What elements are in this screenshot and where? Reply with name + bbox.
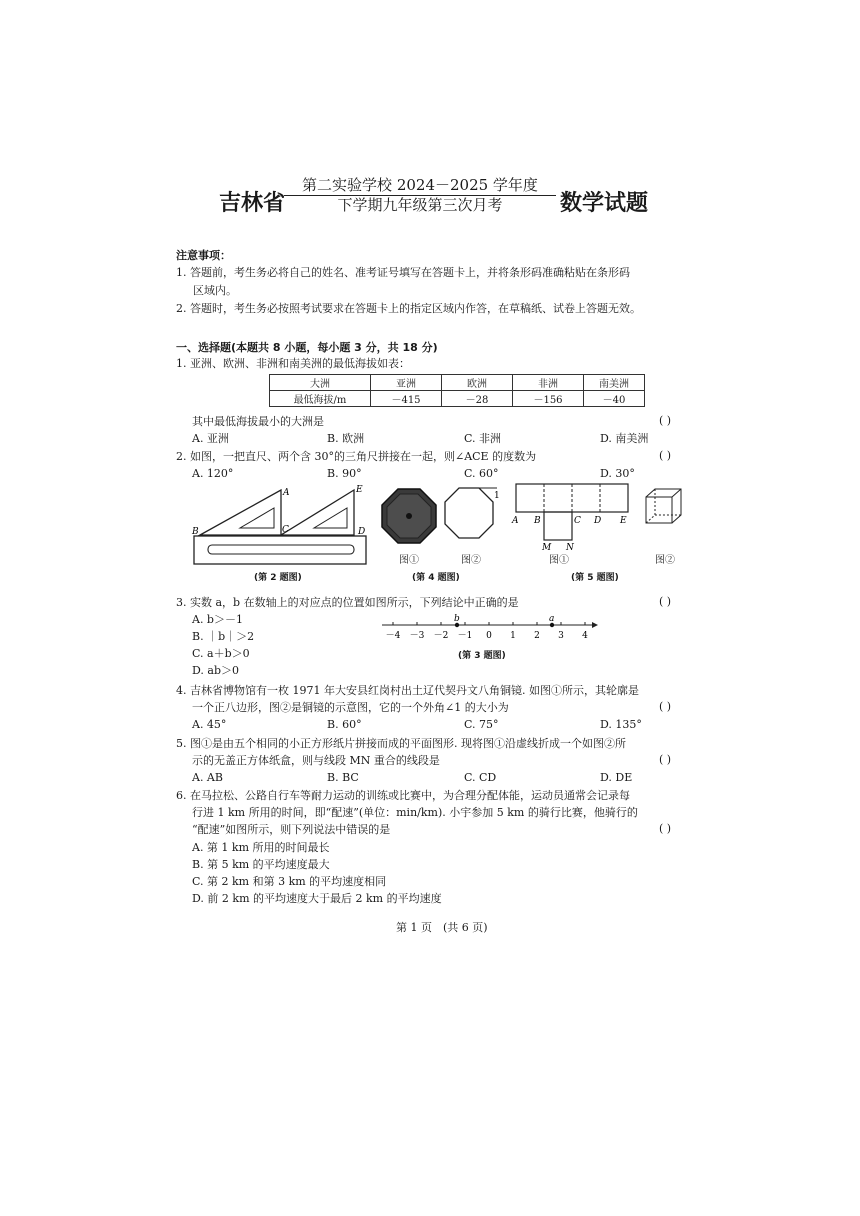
q3-option-a: A. b＞－1 — [192, 613, 243, 626]
axis-tick-label: －4 — [385, 631, 401, 641]
notes-item-2: 2. 答题时，考生务必按照考试要求在答题卡上的指定区域内作答，在草稿纸、试卷上答题无效。 — [176, 302, 641, 315]
table-row — [270, 391, 645, 407]
q6-option-d: D. 前 2 km 的平均速度大于最后 2 km 的平均速度 — [192, 892, 442, 905]
q3-option-b: B. ｜b｜＞2 — [192, 630, 255, 643]
label-m: M — [542, 543, 552, 552]
label-e: E — [356, 485, 363, 495]
q1-answer-paren: ( ) — [659, 414, 672, 427]
point-a-label: a — [549, 614, 555, 624]
label-a: A — [512, 516, 519, 526]
q4-option-a: A. 45° — [192, 718, 227, 731]
title-province: 吉林省 — [219, 191, 286, 216]
q5-line2: 示的无盖正方体纸盒，则与线段 MN 重合的线段是 — [192, 754, 440, 767]
title-school-block — [284, 176, 556, 215]
q3-option-c: C. a＋b＞0 — [192, 647, 250, 660]
label-angle-1: 1 — [494, 491, 500, 501]
q5-line1: 5. 图①是由五个相同的小正方形纸片拼接而成的平面图形. 现将图①沿虚线折成一个如图②所 — [176, 737, 626, 750]
q1-option-b: B. 欧洲 — [327, 432, 365, 445]
q5-option-d: D. DE — [600, 771, 633, 784]
fig3-caption: (第 3 题图) — [458, 651, 506, 661]
table-cell: 欧洲 — [442, 375, 513, 391]
axis-tick-label: －1 — [457, 631, 473, 641]
label-e: E — [620, 516, 627, 526]
q5-answer-paren: ( ) — [659, 753, 672, 766]
q4-option-c: C. 75° — [464, 718, 499, 731]
point-b-label: b — [454, 614, 460, 624]
table-cell: 亚洲 — [371, 375, 442, 391]
q3-answer-paren: ( ) — [659, 595, 672, 608]
q2-option-b: B. 90° — [327, 467, 362, 480]
q1-stem: 1. 亚洲、欧洲、非洲和南美洲的最低海拔如表： — [176, 357, 410, 370]
q1-option-a: A. 亚洲 — [192, 432, 229, 445]
q6-option-a: A. 第 1 km 所用的时间最长 — [192, 841, 330, 854]
altitude-table — [269, 374, 645, 407]
q6-line2: 行进 1 km 所用的时间，即“配速”(单位：min/km). 小宇参加 5 km 的骑行比赛，他骑行的 — [192, 806, 638, 819]
q4-line2: 一个正八边形，图②是铜镜的示意图，它的一个外角∠1 的大小为 — [192, 701, 509, 714]
q6-line1: 6. 在马拉松、公路自行车等耐力运动的训练或比赛中，为合理分配体能，运动员通常会记录每 — [176, 789, 630, 802]
q3-stem: 3. 实数 a，b 在数轴上的对应点的位置如图所示，下列结论中正确的是 — [176, 596, 519, 609]
section-title: 一、选择题(本题共 8 小题，每小题 3 分，共 18 分) — [176, 341, 438, 354]
q2-answer-paren: ( ) — [659, 449, 672, 462]
fig4-sub2-label: 图② — [461, 555, 481, 566]
label-c: C — [574, 516, 581, 526]
label-b: B — [534, 516, 541, 526]
q6-line3: “配速”如图所示，则下列说法中错误的是 — [192, 823, 391, 836]
figure-q2-ruler-triangles — [190, 482, 372, 568]
q1-option-c: C. 非洲 — [464, 432, 502, 445]
figure-q4-octagon — [439, 486, 505, 546]
table-cell: 南美洲 — [584, 375, 645, 391]
q1-option-d: D. 南美洲 — [600, 432, 649, 445]
axis-tick-label: 3 — [558, 631, 564, 641]
label-c: C — [282, 525, 289, 535]
label-a: A — [283, 488, 290, 498]
title-exam-line: 下学期九年级第三次月考 — [337, 196, 503, 214]
q6-option-c: C. 第 2 km 和第 3 km 的平均速度相同 — [192, 875, 387, 888]
table-cell: －156 — [513, 391, 584, 407]
table-cell: －28 — [442, 391, 513, 407]
figure-q4-bronze-mirror — [380, 487, 438, 545]
figure-q5-net — [508, 480, 634, 552]
q5-option-c: C. CD — [464, 771, 497, 784]
q2-stem: 2. 如图，一把直尺、两个含 30°的三角尺拼接在一起，则∠ACE 的度数为 — [176, 450, 537, 463]
q4-option-b: B. 60° — [327, 718, 362, 731]
fig5-caption: (第 5 题图) — [571, 573, 619, 583]
q6-option-b: B. 第 5 km 的平均速度最大 — [192, 858, 330, 871]
axis-tick-label: －2 — [433, 631, 449, 641]
q6-answer-paren: ( ) — [659, 822, 672, 835]
axis-tick-label: 2 — [534, 631, 540, 641]
title-school-line: 第二实验学校 2024－2025 学年度 — [284, 176, 556, 196]
q4-line1: 4. 吉林省博物馆有一枚 1971 年大安县红岗村出土辽代契丹文八角铜镜. 如图①所示，其轮廓是 — [176, 684, 639, 697]
q2-option-c: C. 60° — [464, 467, 499, 480]
notes-title: 注意事项： — [176, 249, 231, 262]
notes-item-1-cont: 区域内。 — [193, 284, 237, 297]
q4-answer-paren: ( ) — [659, 700, 672, 713]
fig5-sub1-label: 图① — [549, 555, 569, 566]
fig4-caption: (第 4 题图) — [412, 573, 460, 583]
axis-tick-label: 1 — [510, 631, 516, 641]
table-cell: 非洲 — [513, 375, 584, 391]
fig2-caption: (第 2 题图) — [254, 573, 302, 583]
q2-option-d: D. 30° — [600, 467, 635, 480]
axis-tick-label: 4 — [582, 631, 588, 641]
fig4-sub1-label: 图① — [399, 555, 419, 566]
table-header-row — [270, 375, 645, 391]
label-b: B — [192, 527, 199, 537]
table-cell: 最低海拔/m — [270, 391, 371, 407]
number-line — [380, 612, 600, 646]
axis-tick-label: 0 — [486, 631, 492, 641]
label-d: D — [358, 527, 366, 537]
axis-tick-label: －3 — [409, 631, 425, 641]
q4-option-d: D. 135° — [600, 718, 642, 731]
table-cell: 大洲 — [270, 375, 371, 391]
title-subject: 数学试题 — [560, 191, 649, 216]
table-cell: －40 — [584, 391, 645, 407]
label-d: D — [594, 516, 602, 526]
table-cell: －415 — [371, 391, 442, 407]
figure-q5-open-cube — [643, 487, 685, 527]
q5-option-b: B. BC — [327, 771, 359, 784]
q2-option-a: A. 120° — [192, 467, 234, 480]
notes-item-1: 1. 答题前，考生务必将自己的姓名、准考证号填写在答题卡上，并将条形码准确粘贴在条形码 — [176, 266, 630, 279]
q3-option-d: D. ab＞0 — [192, 664, 240, 677]
fig5-sub2-label: 图② — [655, 555, 675, 566]
page-footer: 第 1 页 (共 6 页) — [396, 921, 488, 934]
label-n: N — [566, 543, 574, 552]
q1-ask: 其中最低海拔最小的大洲是 — [192, 415, 324, 428]
q5-option-a: A. AB — [192, 771, 223, 784]
